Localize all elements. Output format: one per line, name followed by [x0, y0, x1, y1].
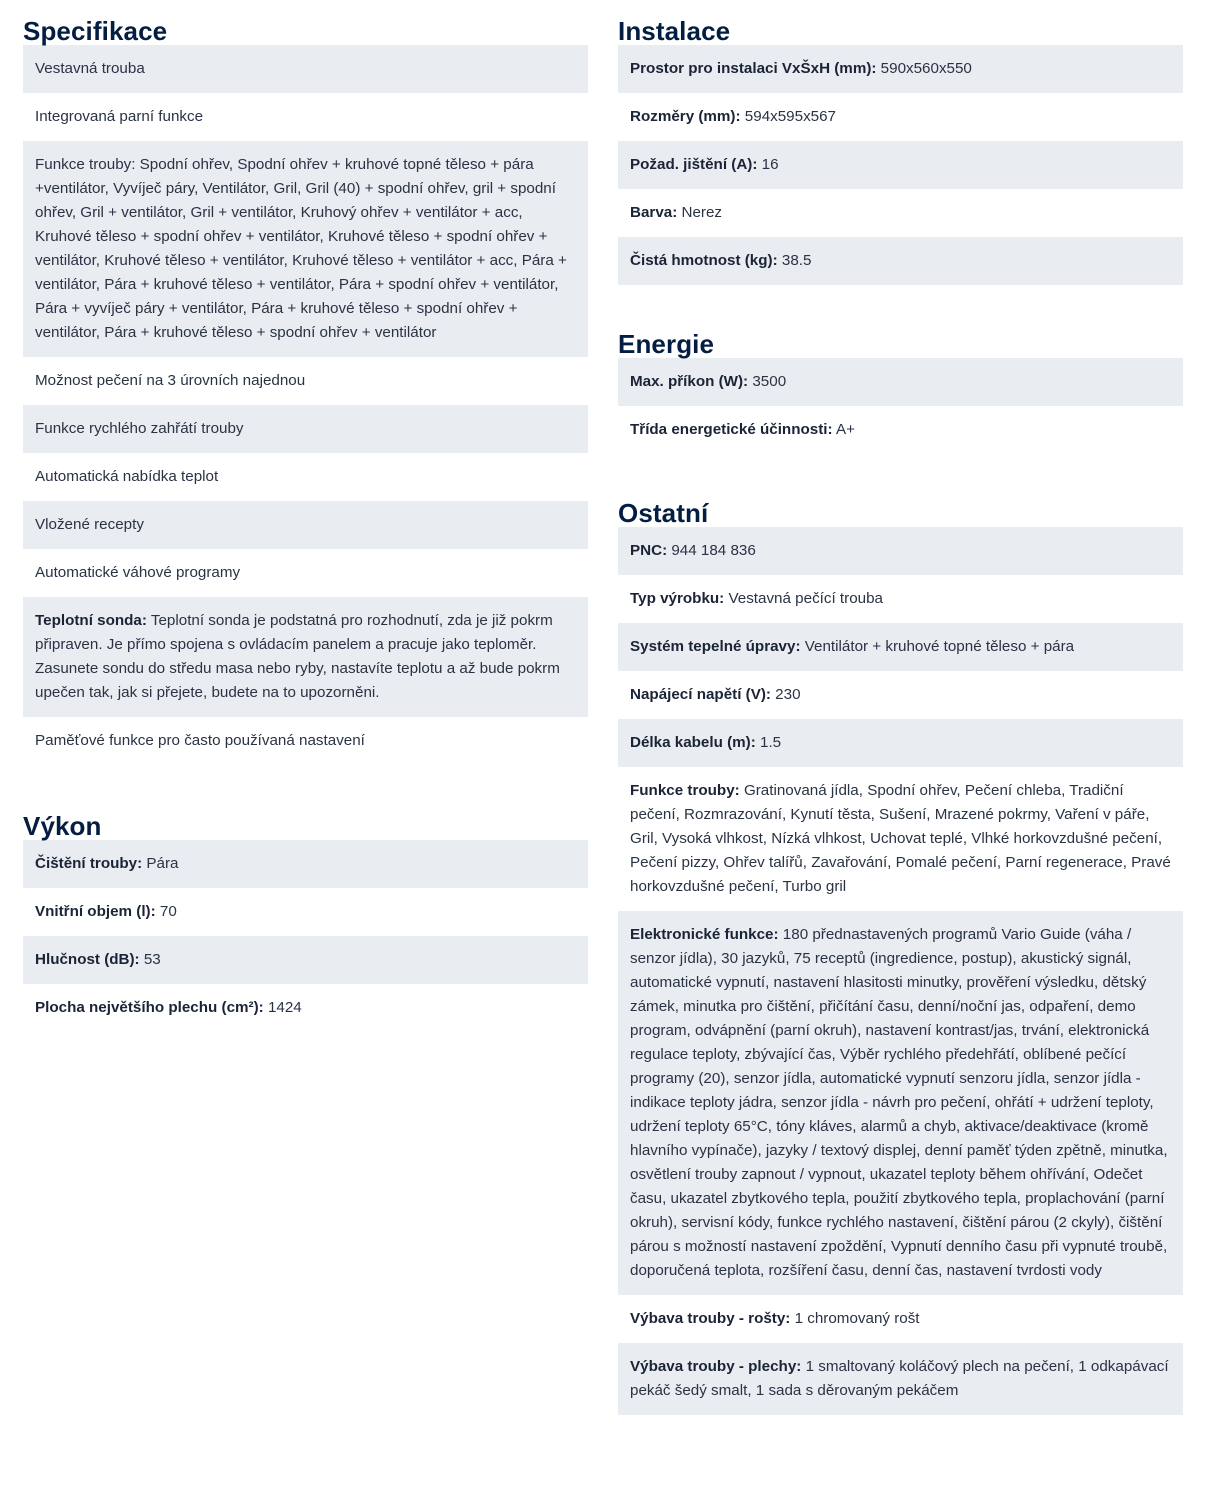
spec-row — [23, 984, 588, 1032]
section-vykon — [23, 795, 588, 1032]
spec-label: Teplotní sonda: — [35, 612, 147, 629]
spec-value: Vestavná trouba — [35, 60, 145, 77]
section-specifikace — [23, 0, 588, 765]
spec-row — [618, 911, 1183, 1295]
spec-value: 230 — [775, 686, 801, 703]
spec-row — [618, 623, 1183, 671]
spec-label: Max. příkon (W): — [630, 373, 749, 390]
spec-label: Napájecí napětí (V): — [630, 686, 771, 703]
spec-value: 944 184 836 — [671, 542, 756, 559]
spec-row — [618, 527, 1183, 575]
spec-label: Elektronické funkce: — [630, 926, 779, 943]
spec-row — [618, 1343, 1183, 1415]
spec-label: Výbava trouby - rošty: — [630, 1310, 791, 1327]
spec-label: Délka kabelu (m): — [630, 734, 756, 751]
spec-row — [23, 549, 588, 597]
section-instalace — [618, 0, 1183, 285]
spec-value: Paměťové funkce pro často používaná nastavení — [35, 732, 365, 749]
spec-value: 1.5 — [760, 734, 782, 751]
section-title: Výkon — [23, 811, 102, 841]
spec-row — [618, 141, 1183, 189]
spec-list — [618, 358, 1183, 454]
spec-label: Prostor pro instalaci VxŠxH (mm): — [630, 60, 877, 77]
spec-value: Nerez — [681, 204, 723, 221]
spec-row — [23, 597, 588, 717]
spec-row — [618, 237, 1183, 285]
spec-value: Vložené recepty — [35, 516, 144, 533]
spec-label: Vnitřní objem (l): — [35, 903, 156, 920]
spec-value: Automatické váhové programy — [35, 564, 241, 581]
spec-label: PNC: — [630, 542, 668, 559]
spec-value: 3500 — [752, 373, 787, 390]
spec-value: 590x560x550 — [880, 60, 972, 77]
spec-row — [23, 93, 588, 141]
section-energie — [618, 313, 1183, 454]
section-title: Energie — [618, 329, 715, 359]
spec-value: 180 přednastavených programů Vario Guide (váha / senzor jídla), 30 jazyků, 75 receptů (ingredience, postup), akustický signál, automatické vypnutí, nastavení hlasitosti minutky, prověření výsledku, dětský zámek, minutka pro čištění, přičítání času, denní/noční jas, odpaření, demo program, odvápnění (parní okruh), nastavení kontrast/jas, trvání, elektronická regulace teploty, zbývající čas, Výběr rychlého předehřátí, oblíbené pečící programy (20), senzor jídla, automatické vypnutí senzoru jídla, senzor jídla - indikace teploty jádra, senzor jídla - návrh pro pečení, ohřátí + udržení teploty, udržení teploty 65°C, tóny kláves, alarmů a chyb, aktivace/deaktivace (kromě hlavního vypínače), jazyky / textový displej, denní paměť týden zpětně, minutka, osvětlení trouby zapnout / vypnout, ukazatel teploty během ohřívání, Odečet času, ukazatel zbytkového tepla, použití zbytkového tepla, proplachování (parní okruh), servisní kódy, funkce rychlého nastavení, čištění párou (2 ckyly), čištění párou s možností nastavení zpoždění, Vypnutí denního času při vypnuté troubě, doporučená teplota, rozšíření času, denní čas, nastavení tvrdosti vody — [630, 926, 1168, 1279]
right-column — [618, 0, 1183, 1415]
spec-row — [618, 575, 1183, 623]
section-title: Ostatní — [618, 498, 709, 528]
spec-value: 53 — [143, 951, 161, 968]
spec-label: Barva: — [630, 204, 678, 221]
spec-value: Pára — [146, 855, 179, 872]
spec-list — [23, 840, 588, 1032]
spec-row — [618, 1295, 1183, 1343]
spec-row — [23, 45, 588, 93]
spec-label: Plocha největšího plechu (cm²): — [35, 999, 264, 1016]
spec-value: 1424 — [267, 999, 302, 1016]
spec-row — [618, 671, 1183, 719]
spec-row — [618, 45, 1183, 93]
spec-value: 1 chromovaný rošt — [794, 1310, 920, 1327]
left-column — [23, 0, 588, 1032]
spec-value: 70 — [159, 903, 177, 920]
spec-label: Požad. jištění (A): — [630, 156, 758, 173]
spec-row — [23, 357, 588, 405]
spec-value: 16 — [761, 156, 779, 173]
spec-row — [23, 141, 588, 357]
section-title: Instalace — [618, 16, 731, 46]
spec-value: A+ — [835, 421, 855, 438]
spec-value: 594x595x567 — [744, 108, 837, 125]
spec-value: Možnost pečení na 3 úrovních najednou — [35, 372, 306, 389]
section-ostatni — [618, 482, 1183, 1415]
spec-label: Typ výrobku: — [630, 590, 725, 607]
spec-label: Hlučnost (dB): — [35, 951, 140, 968]
spec-value: Integrovaná parní funkce — [35, 108, 204, 125]
spec-value: 1 smaltovaný koláčový plech na pečení, 1 odkapávací pekáč šedý smalt, 1 sada s děrovaným pekáčem — [630, 1358, 1169, 1399]
spec-row — [618, 767, 1183, 911]
spec-label: Systém tepelné úpravy: — [630, 638, 801, 655]
spec-value: Funkce trouby: Spodní ohřev, Spodní ohřev + kruhové topné těleso + pára +ventilátor, Vyvíječ páry, Ventilátor, Gril, Gril (40) + spodní ohřev, gril + spodní ohřev, Gril + ventilátor, Gril + ventilátor, Kruhový ohřev + ventilátor + acc, Kruhové těleso + spodní ohřev + ventilátor, Kruhové těleso + spodní ohřev + ventilátor, Kruhové těleso + ventilátor, Kruhové těleso + ventilátor + acc, Pára + ventilátor, Pára + kruhové těleso + ventilátor, Pára + spodní ohřev + ventilátor, Pára + vyvíječ páry + ventilátor, Pára + kruhové těleso + spodní ohřev + ventilátor, Pára + kruhové těleso + spodní ohřev + ventilátor — [35, 156, 567, 341]
spec-row — [618, 406, 1183, 454]
spec-list — [618, 527, 1183, 1415]
spec-list — [23, 45, 588, 765]
spec-value: Funkce rychlého zahřátí trouby — [35, 420, 244, 437]
spec-value: Gratinovaná jídla, Spodní ohřev, Pečení chleba, Tradiční pečení, Rozmrazování, Kynutí těsta, Sušení, Mrazené pokrmy, Vaření v páře, Gril, Vysoká vlhkost, Nízká vlhkost, Uchovat teplé, Vlhké horkovzdušné pečení, Pečení pizzy, Ohřev talířů, Zavařování, Pomalé pečení, Parní regenerace, Pravé horkovzdušné pečení, Turbo gril — [630, 782, 1171, 895]
spec-value: 38.5 — [781, 252, 812, 269]
spec-row — [618, 93, 1183, 141]
spec-row — [23, 405, 588, 453]
spec-label: Čistá hmotnost (kg): — [630, 252, 778, 269]
spec-row — [23, 501, 588, 549]
spec-value: Teplotní sonda je podstatná pro rozhodnutí, zda je již pokrm připraven. Je přímo spojena s ovládacím panelem a pracuje jako teploměr. Zasunete sondu do středu masa nebo ryby, nastavíte teplotu a až bude pokrm upečen tak, jak si přejete, budete na to upozorněni. — [35, 612, 560, 701]
section-title: Specifikace — [23, 16, 168, 46]
spec-label: Čištění trouby: — [35, 855, 143, 872]
spec-value: Automatická nabídka teplot — [35, 468, 219, 485]
spec-value: Vestavná pečící trouba — [728, 590, 883, 607]
spec-row — [618, 358, 1183, 406]
spec-row — [23, 717, 588, 765]
spec-row — [23, 936, 588, 984]
spec-value: Ventilátor + kruhové topné těleso + pára — [804, 638, 1075, 655]
spec-label: Třída energetické účinnosti: — [630, 421, 833, 438]
spec-row — [23, 453, 588, 501]
spec-label: Výbava trouby - plechy: — [630, 1358, 802, 1375]
spec-row — [23, 840, 588, 888]
spec-row — [618, 719, 1183, 767]
spec-list — [618, 45, 1183, 285]
spec-label: Rozměry (mm): — [630, 108, 741, 125]
spec-label: Funkce trouby: — [630, 782, 740, 799]
spec-row — [618, 189, 1183, 237]
spec-row — [23, 888, 588, 936]
